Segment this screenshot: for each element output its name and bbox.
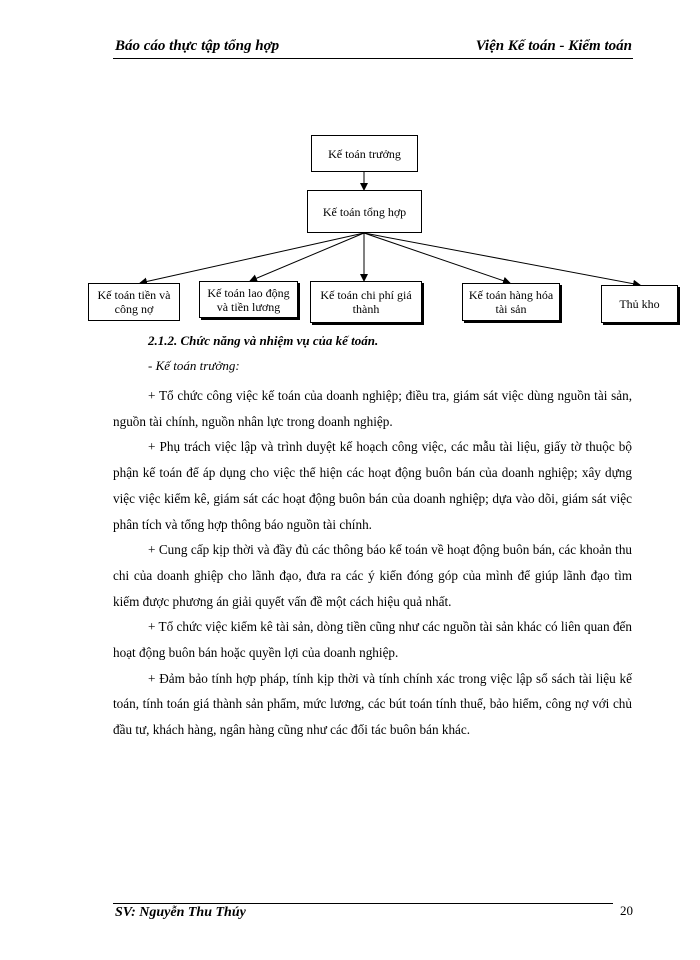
box-cost-accountant: Kế toán chi phí giá thành (310, 281, 422, 323)
connector-to-goods (364, 233, 510, 283)
paragraph: + Đảm bảo tính hợp pháp, tính kịp thời và tính chính xác trong việc lập sổ sách tài liệu kế toán, tính toán giá thành sản phẩm, mức lương, các bút toán tính thuế, bảo hiểm, công nợ với chủ đầu tư, khách hàng, ngân hàng cũng như các đối tác buôn bán khác. (113, 670, 632, 738)
box-labor-salary-accountant: Kế toán lao động và tiền lương (199, 281, 298, 318)
sub-title-chief-accountant: - Kế toán trưởng: (148, 358, 240, 373)
box-general-accountant: Kế toán tổng hợp (307, 190, 422, 233)
body-text (113, 383, 632, 743)
connector-to-cash (140, 233, 364, 283)
paragraph: + Tổ chức việc kiểm kê tài sản, dòng tiền cũng như các nguồn tài sản khác có liên quan đến hoạt động buôn bán hoặc quyền lợi của doanh nghiệp. (113, 619, 632, 661)
section-title: 2.1.2. Chức năng và nhiệm vụ của kế toán. (148, 333, 379, 348)
box-goods-assets-accountant: Kế toán hàng hóa tài sản (462, 283, 560, 321)
footer-student-name: SV: Nguyễn Thu Thúy (115, 905, 246, 920)
box-storekeeper: Thủ kho (601, 285, 678, 323)
connector-to-storekeeper (364, 233, 640, 285)
box-chief-accountant: Kế toán trưởng (311, 135, 418, 172)
box-cash-debt-accountant: Kế toán tiền và công nợ (88, 283, 180, 321)
footer-divider (113, 903, 613, 904)
connector-to-labor (250, 233, 364, 281)
header-report-title: Báo cáo thực tập tổng hợp (115, 38, 280, 54)
paragraph: + Cung cấp kịp thời và đầy đủ các thông báo kế toán về hoạt động buôn bán, các khoản thu chi của doanh ghiệp cho lãnh đạo, đưa ra các ý kiến đóng góp của mình để giúp lãnh đạo tìm kiếm được phương án giải quyết vấn đề một cách hiệu quả nhất. (113, 542, 632, 609)
paragraph: + Phụ trách việc lập và trình duyệt kế hoạch công việc, các mẫu tài liệu, giấy tờ thuộc bộ phận kế toán để áp dụng cho việc thể hiện các hoạt động buôn bán của doanh nghiệp; xây dựng việc việc kiểm kê, giám sát các hoạt động buôn bán của doanh nghiệp; dựa vào dõi, giám sát việc phân tích và tổng hợp thông báo nguồn tài chính. (113, 439, 632, 532)
page-number: 20 (620, 903, 633, 918)
paragraph: + Tổ chức công việc kế toán của doanh nghiệp; điều tra, giám sát việc dùng nguồn tài sản, nguồn tài chính, nguồn nhân lực trong doanh nghiệp. (113, 388, 632, 429)
header-institute: Viện Kế toán - Kiểm toán (475, 38, 632, 54)
